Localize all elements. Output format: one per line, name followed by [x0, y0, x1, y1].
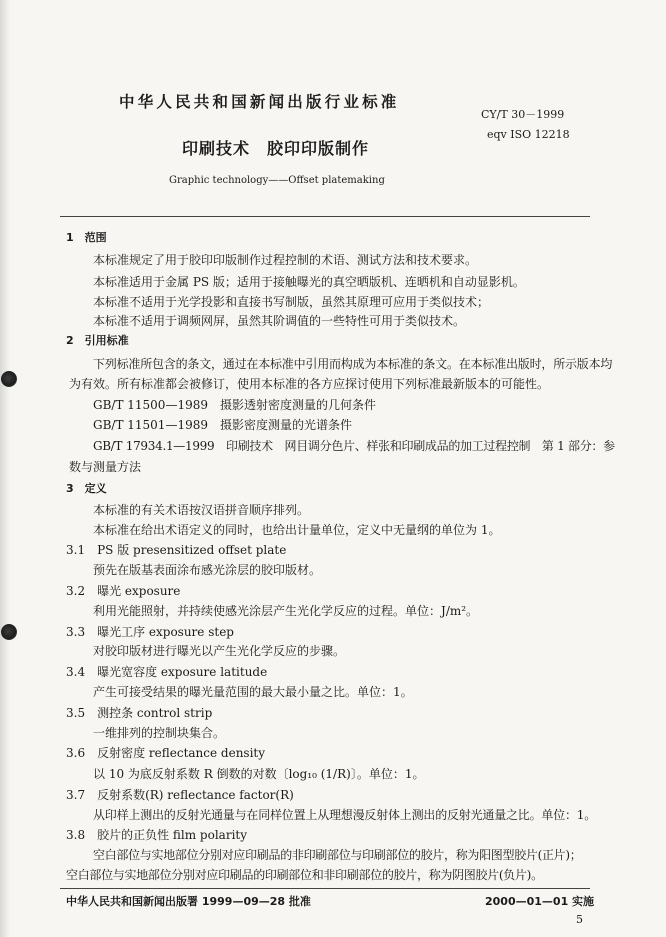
section-3-heading: 3 定义 — [66, 482, 107, 495]
section-1-para: 本标准不适用于光学投影和直接书写制版，虽然其原理可应用于类似技术； — [93, 295, 490, 309]
section-1-para: 本标准规定了用于胶印印版制作过程控制的术语、测试方法和技术要求。 — [93, 253, 478, 267]
page-edge-shadow — [0, 0, 10, 937]
section-2-para: 下列标准所包含的条文，通过在本标准中引用而构成为本标准的条文。在本标准出版时，所示版本均 — [93, 357, 613, 371]
section-2-heading: 2 引用标准 — [66, 334, 129, 347]
effective-date: 2000—01—01 实施 — [485, 895, 595, 908]
punch-hole — [1, 624, 17, 640]
definition-heading: 3.1 PS 版 presensitized offset plate — [66, 543, 287, 557]
definition-heading: 3.4 曝光宽容度 exposure latitude — [66, 665, 268, 679]
footer-rule — [60, 888, 590, 889]
punch-hole — [1, 371, 17, 387]
definition-heading: 3.8 胶片的正负性 film polarity — [66, 828, 248, 842]
definition-body: 对胶印版材进行曝光以产生光化学反应的步骤。 — [93, 644, 346, 658]
definition-body: 从印样上测出的反射光通量与在同样位置上从理想漫反射体上测出的反射光通量之比。单位：1。 — [93, 808, 597, 822]
reference-item: GB/T 11501—1989 摄影密度测量的光谱条件 — [93, 418, 352, 432]
definition-body: 空白部位与实地部位分别对应印刷品的印刷部位和非印刷部位的胶片，称为阴图胶片(负片)。 — [66, 868, 543, 882]
standard-code: CY/T 30－1999 — [481, 108, 565, 121]
equivalence-note: eqv ISO 12218 — [487, 128, 570, 141]
definition-body: 一维排列的控制块集合。 — [93, 726, 226, 740]
section-3-para: 本标准的有关术语按汉语拼音顺序排列。 — [93, 503, 310, 517]
section-1-heading: 1 范围 — [66, 231, 107, 244]
definition-body: 以 10 为底反射系数 R 倒数的对数〔log₁₀ (1/R)〕。单位：1。 — [93, 767, 425, 781]
document-title-en: Graphic technology——Offset platemaking — [169, 175, 385, 186]
definition-body: 产生可接受结果的曝光量范围的最大最小量之比。单位：1。 — [93, 685, 413, 699]
definition-heading: 3.2 曝光 exposure — [66, 584, 181, 598]
definition-heading: 3.6 反射密度 reflectance density — [66, 746, 266, 760]
section-3-para: 本标准在给出术语定义的同时，也给出计量单位，定义中无量纲的单位为 1。 — [93, 523, 501, 537]
section-2-para: 为有效。所有标准都会被修订，使用本标准的各方应探讨使用下列标准最新版本的可能性。 — [69, 377, 550, 391]
definition-heading: 3.5 测控条 control strip — [66, 706, 213, 720]
definition-body: 空白部位与实地部位分别对应印刷品的非印刷部位与印刷部位的胶片，称为阳图型胶片(正片)； — [93, 848, 582, 862]
approval-line: 中华人民共和国新闻出版署 1999—09—28 批准 — [66, 895, 311, 908]
reference-item: GB/T 17934.1—1999 印刷技术 网目调分色片、样张和印刷成品的加工过程控制 第 1 部分：参 — [93, 439, 615, 453]
org-title: 中华人民共和国新闻出版行业标准 — [119, 93, 400, 111]
section-1-para: 本标准适用于金属 PS 版；适用于接触曝光的真空晒版机、连晒机和自动显影机。 — [93, 275, 525, 289]
header-rule — [60, 216, 590, 217]
definition-heading: 3.3 曝光工序 exposure step — [66, 625, 234, 639]
definition-body: 利用光能照射，并持续使感光涂层产生光化学反应的过程。单位：J/m²。 — [93, 604, 479, 618]
definition-heading: 3.7 反射系数(R) reflectance factor(R) — [66, 788, 294, 802]
reference-item: GB/T 11500—1989 摄影透射密度测量的几何条件 — [93, 398, 376, 412]
reference-item-continued: 数与测量方法 — [69, 460, 142, 474]
page-number: 5 — [576, 913, 583, 926]
definition-body: 预先在版基表面涂布感光涂层的胶印版材。 — [93, 563, 322, 577]
document-title-cn: 印刷技术 胶印印版制作 — [182, 139, 370, 158]
section-1-para: 本标准不适用于调频网屏，虽然其阶调值的一些特性可用于类似技术。 — [93, 314, 466, 328]
